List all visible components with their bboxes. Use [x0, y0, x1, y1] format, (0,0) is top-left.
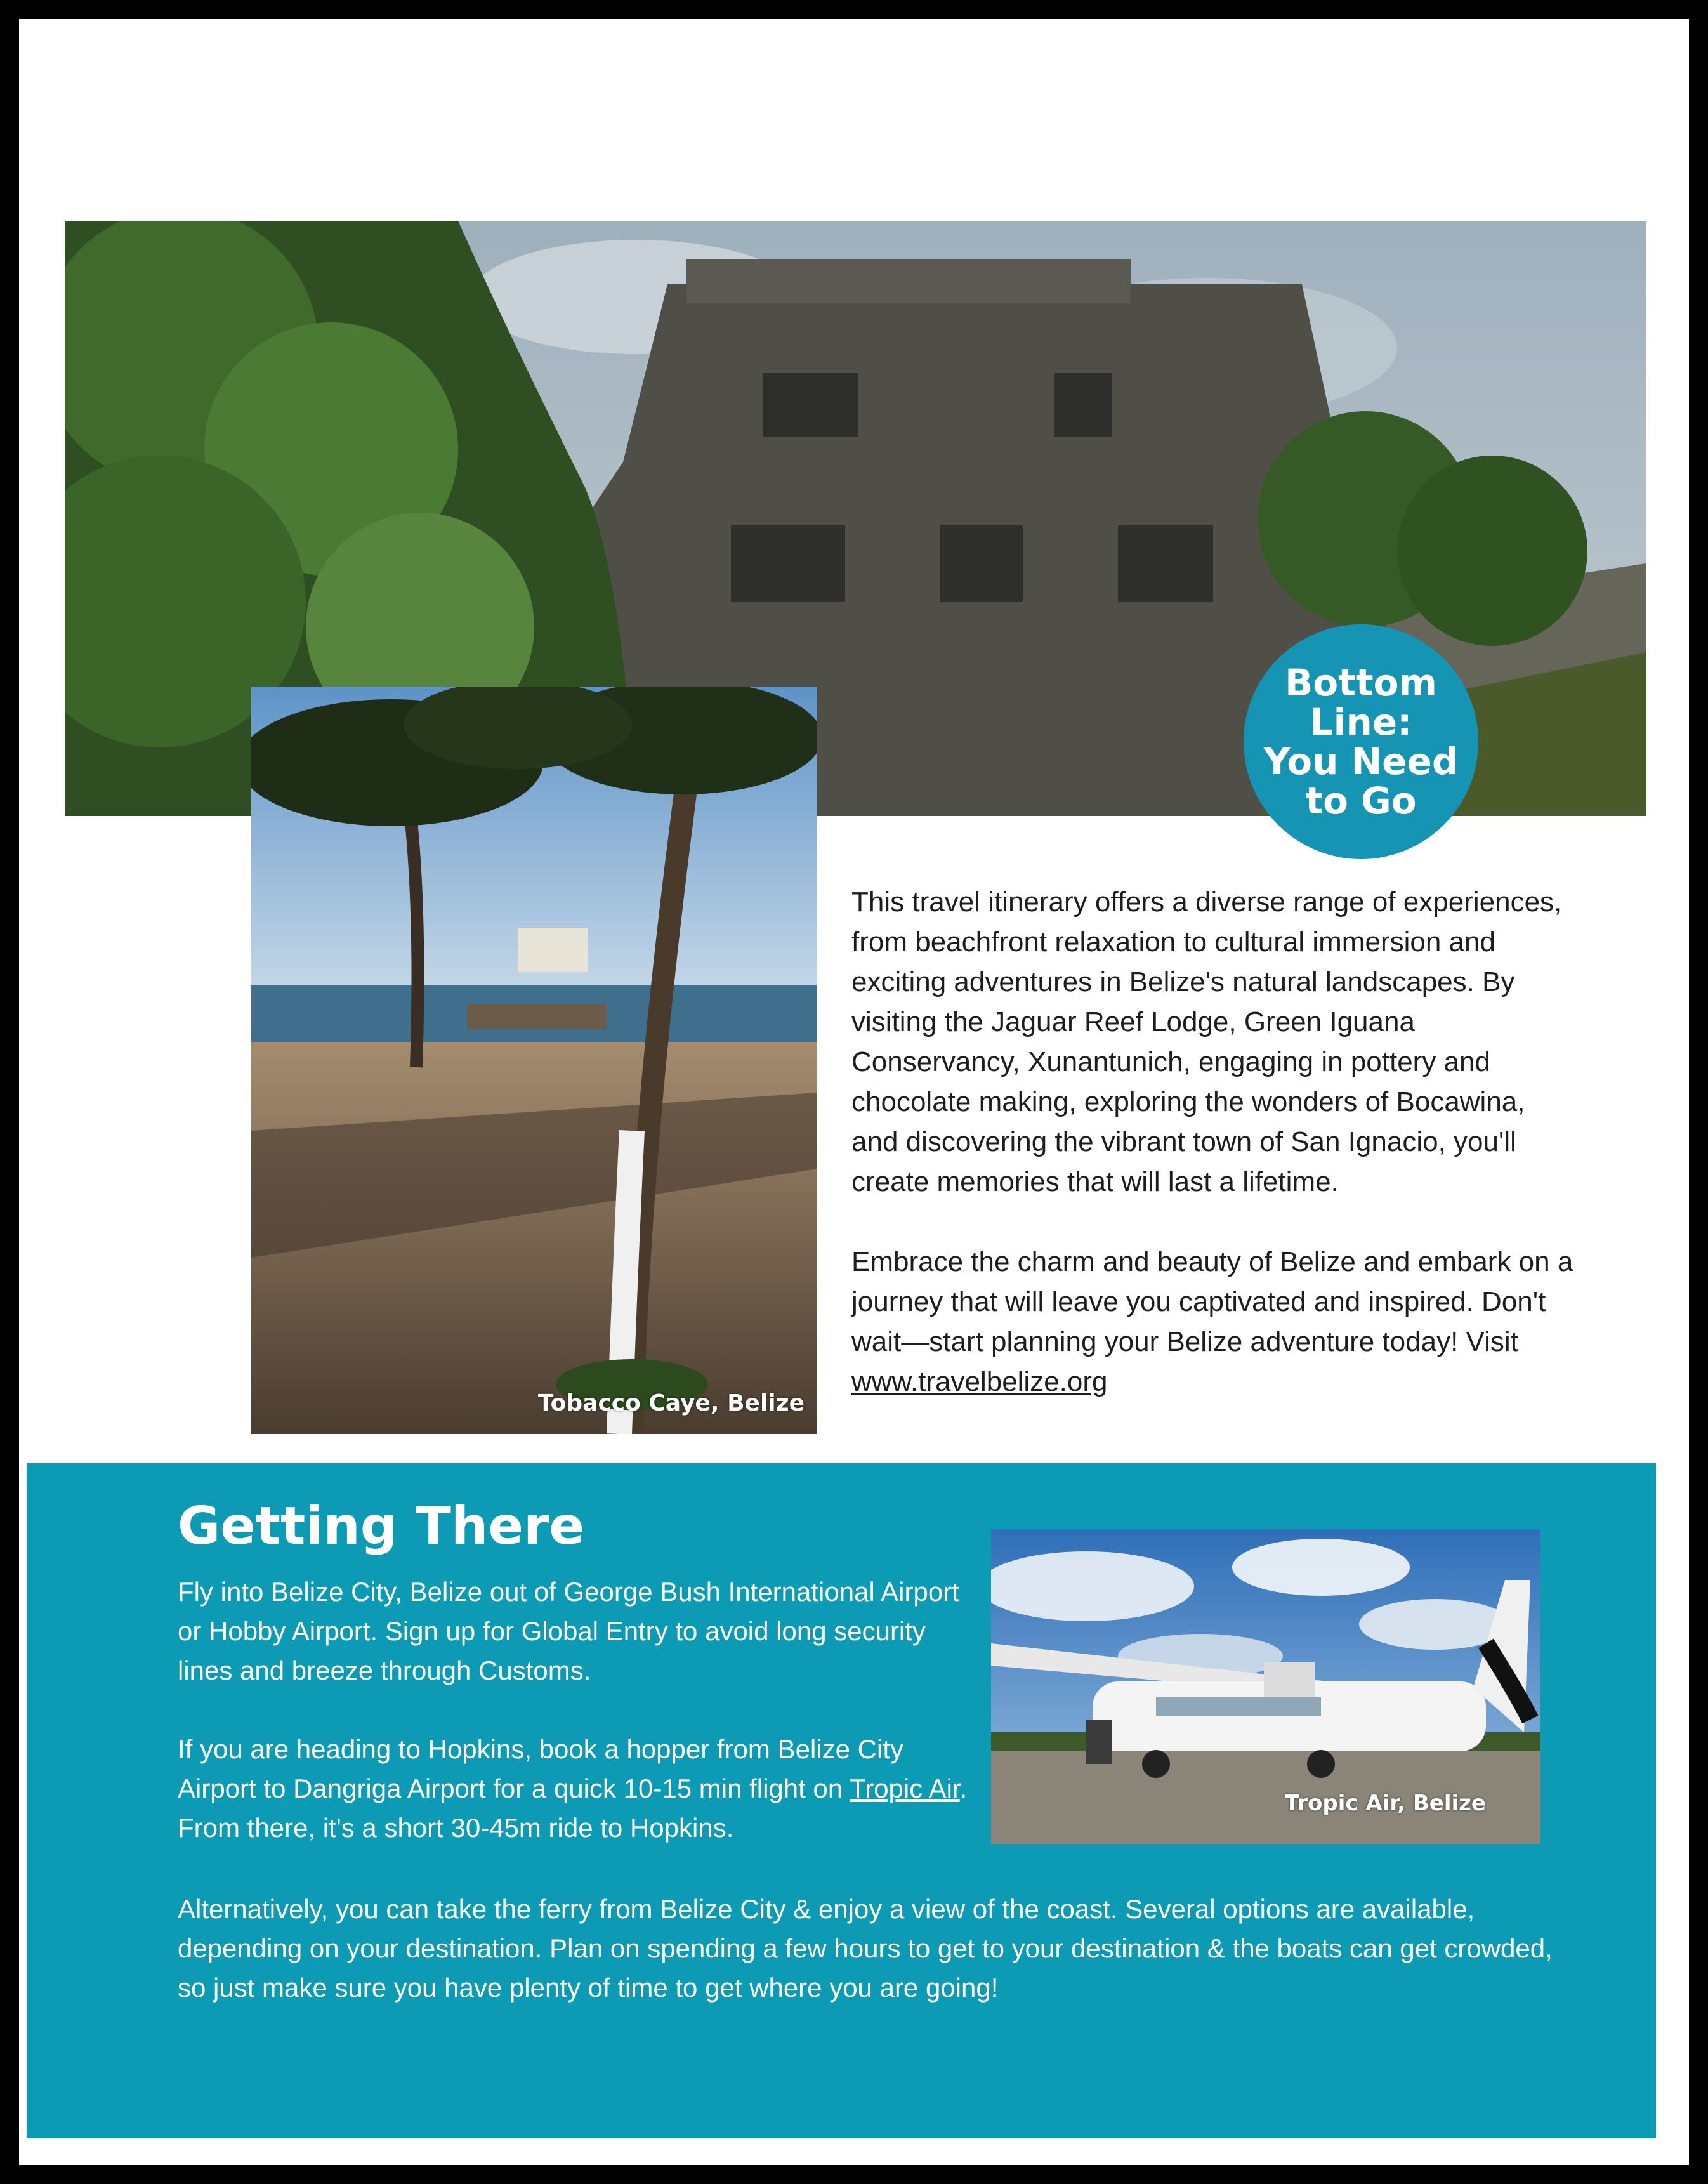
getting-there-paragraph-3: Alternatively, you can take the ferry from Belize City & enjoy a view of the coast. Several options are available, depending on your destination. Plan on spending a few hours to get to your destination & the boats can get crowded, so just make sure you have plenty of time to get where you are going! [178, 1894, 1553, 2003]
intro-text [851, 882, 1575, 1442]
getting-there-paragraph-2 [178, 1730, 977, 1848]
travelbelize-link[interactable]: www.travelbelize.org [851, 1366, 1108, 1397]
beach-caption: Tobacco Caye, Belize [537, 1390, 805, 1416]
paragraph-2-after: . From there, it's a short 30-45m ride to Hopkins. [178, 1773, 968, 1843]
intro-paragraph-1: This travel itinerary offers a diverse range of experiences, from beachfront relaxation to cultural immersion and exciting adventures in Belize's natural landscapes. By visiting the Jaguar Reef Lodge, Green Iguana Conservancy, Xunantunich, engaging in pottery and chocolate making, exploring the wonders of Bocawina, and discovering the vibrant town of San Ignacio, you'll create memories that will last a lifetime. [851, 886, 1562, 1197]
plane-photo [991, 1529, 1540, 1844]
bottom-line-badge: Bottom Line: You Need to Go [1244, 624, 1478, 859]
plane-caption: Tropic Air, Belize [1284, 1791, 1486, 1816]
page [19, 19, 1689, 2165]
getting-there-column [178, 1572, 977, 1887]
getting-there-paragraph-1: Fly into Belize City, Belize out of George Bush International Airport or Hobby Airport. Sign up for Global Entry to avoid long security lines and breeze through Customs. [178, 1577, 959, 1685]
paragraph-2-before: If you are heading to Hopkins, book a hopper from Belize City Airport to Dangriga Airport for a quick 10-15 min flight on [178, 1734, 903, 1803]
beach-photo [251, 687, 817, 1434]
getting-there-title: Getting There [178, 1496, 585, 1556]
intro-paragraph-2-text: Embrace the charm and beauty of Belize and embark on a journey that will leave you captivated and inspired. Don't wait—start planning your Belize adventure today! Visit [851, 1246, 1573, 1357]
intro-paragraph-2 [851, 1242, 1575, 1402]
tropic-air-link[interactable]: Tropic Air [850, 1773, 960, 1803]
